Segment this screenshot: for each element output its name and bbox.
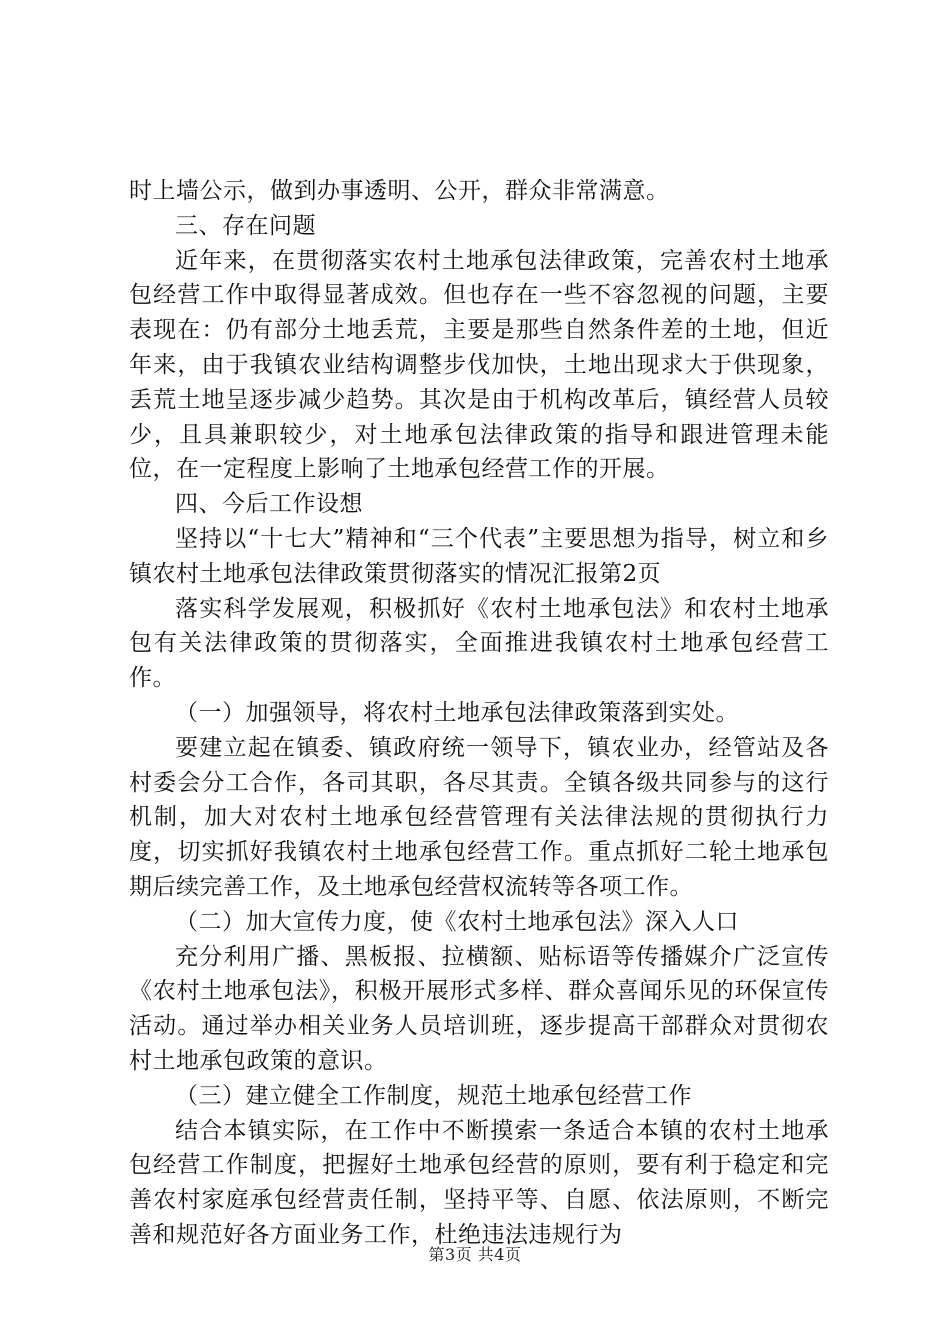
document-body — [129, 174, 829, 1253]
page-number-footer: 第3页 共4页 — [428, 1245, 522, 1264]
paragraph-12: 结合本镇实际，在工作中不断摸索一条适合本镇的农村土地承包经营工作制度，把握好土地承包经营的原则，要有利于稳定和完善农村家庭承包经营责任制，坚持平等、自愿、依法原则，不断完善和规范好各方面业务工作，杜绝违法违规行为 — [129, 1117, 829, 1248]
subheading-2: （二）加大宣传力度，使《农村土地承包法》深入人口 — [175, 908, 739, 935]
section-heading-future-plans: 四、今后工作设想 — [175, 491, 363, 518]
subheading-1: （一）加强领导，将农村土地承包法律政策落到实处。 — [175, 699, 739, 726]
paragraph-8: 要建立起在镇委、镇政府统一领导下，镇农业办，经管站及各村委会分工合作，各司其职，各尽其责。全镇各级共同参与的这行机制，加大对农村土地承包经营管理有关法律法规的贯彻执行力度，切实抓好我镇农村土地承包经营工作。重点抓好二轮土地承包期后续完善工作，及土地承包经营权流转等各项工作。 — [129, 734, 829, 900]
paragraph-1: 时上墙公示，做到办事透明、公开，群众非常满意。 — [129, 178, 670, 204]
paragraph-10: 充分利用广播、黑板报、拉横额、贴标语等传播媒介广泛宣传《农村土地承包法》，积极开展形式多样、群众喜闻乐见的环保宣传活动。通过举办相关业务人员培训班，逐步提高干部群众对贯彻农村土地承包政策的意识。 — [129, 943, 829, 1074]
subheading-3: （三）建立健全工作制度，规范土地承包经营工作 — [175, 1082, 692, 1109]
section-heading-problems: 三、存在问题 — [175, 212, 316, 239]
paragraph-6: 落实科学发展观，积极抓好《农村土地承包法》和农村土地承包有关法律政策的贯彻落实，全面推进我镇农村土地承包经营工作。 — [129, 595, 829, 692]
paragraph-3: 近年来，在贯彻落实农村土地承包法律政策，完善农村土地承包经营工作中取得显著成效。但也存在一些不容忽视的问题，主要表现在：仍有部分土地丢荒，主要是那些自然条件差的土地，但近年来，由于我镇农业结构调整步伐加快，土地出现求大于供现象，丢荒土地呈逐步减少趋势。其次是由于机构改革后，镇经营人员较少，且具兼职较少，对土地承包法律政策的指导和跟进管理未能位，在一定程度上影响了土地承包经营工作的开展。 — [129, 247, 829, 483]
paragraph-5: 坚持以“十七大”精神和“三个代表”主要思想为指导，树立和乡镇农村土地承包法律政策贯彻落实的情况汇报第2页 — [129, 525, 829, 587]
